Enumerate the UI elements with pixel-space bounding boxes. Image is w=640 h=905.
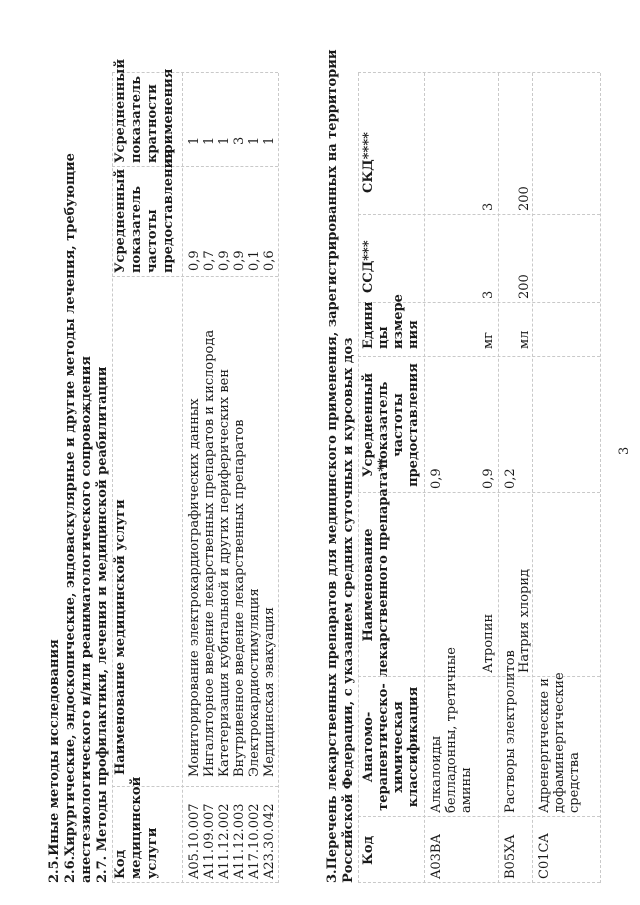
- service-row-5-freq: 0,1: [247, 250, 262, 271]
- drug-1-name: Атропин: [481, 613, 496, 673]
- drugs-header-atc-2: терапевтическо-: [376, 683, 391, 811]
- services-header-code-2: медицинской: [129, 776, 144, 879]
- drugs-table-left-rule: [358, 882, 600, 883]
- drug-group-3-atc-2: дофаминергические: [552, 672, 567, 813]
- services-table-header-rule: [182, 73, 183, 883]
- drugs-header-unit-1: Едини: [361, 301, 376, 349]
- drugs-col-rule-6: [358, 214, 600, 215]
- service-row-4-code: A11.12.003: [232, 803, 247, 879]
- drug-2-ssd: 200: [517, 274, 532, 299]
- drugs-table-header-rule: [424, 73, 425, 883]
- services-header-freq-2: показатель: [129, 185, 144, 273]
- drug-group-2-atc-1: Растворы электролитов: [503, 650, 518, 813]
- service-row-1-freq: 0,9: [187, 250, 202, 271]
- drugs-table-row-rule-2: [532, 73, 533, 883]
- service-row-3-name: Катетеризация кубитальной и других периферических вен: [217, 368, 232, 777]
- drug-group-1-atc-3: амины: [459, 767, 474, 813]
- service-row-4-freq: 0,9: [232, 250, 247, 271]
- drug-2-name: Натрия хлорид: [517, 568, 532, 673]
- drugs-header-freq-2: показатель: [376, 381, 391, 469]
- drug-group-1-code: A03BA: [429, 834, 444, 879]
- services-header-mult-2: показатель: [129, 75, 144, 163]
- drugs-header-skd: СКД****: [361, 132, 376, 193]
- heading-2-6-line2: анестезиологического и/или реаниматологического сопровождения: [79, 356, 94, 883]
- drug-group-3-code: C01CA: [537, 833, 552, 879]
- service-row-2-mult: 1: [202, 136, 217, 145]
- drugs-header-atc-4: классификация: [406, 686, 421, 808]
- service-row-1-code: A05.10.007: [187, 803, 202, 879]
- heading-2-5: 2.5.Иные методы исследования: [47, 639, 62, 883]
- drug-group-2-code: B05XA: [503, 834, 518, 879]
- services-header-mult-1: Усредненный: [113, 59, 128, 163]
- service-row-4-mult: 3: [232, 136, 247, 145]
- drugs-header-atc-3: химическая: [391, 701, 406, 793]
- services-header-code-3: услуги: [145, 827, 160, 879]
- drug-1-freq: 0,9: [481, 468, 496, 489]
- services-header-freq-1: Усредненный: [113, 169, 128, 273]
- services-table-right-rule: [112, 72, 278, 73]
- drugs-header-freq-1: Усредненный: [361, 373, 376, 477]
- drugs-header-unit-3: измере: [391, 294, 406, 349]
- service-row-5-name: Электрокардиостимуляция: [247, 588, 262, 777]
- services-table-left-rule: [112, 882, 278, 883]
- drugs-header-unit-4: ния: [406, 320, 421, 349]
- drug-group-2-freq: 0,2: [503, 468, 518, 489]
- drug-group-1-atc-1: Алкалоиды: [429, 735, 444, 813]
- service-row-2-freq: 0,7: [202, 250, 217, 271]
- service-row-1-name: Мониторирование электрокардиографических данных: [187, 398, 202, 777]
- drug-1-skd: 3: [481, 202, 496, 211]
- drug-2-unit: мл: [517, 330, 532, 349]
- services-col-rule-2: [112, 276, 278, 277]
- service-row-6-mult: 1: [262, 136, 277, 145]
- drugs-header-unit-2: цы: [376, 326, 391, 349]
- drug-1-ssd: 3: [481, 290, 496, 299]
- services-header-name: Наименование медицинской услуги: [113, 499, 128, 775]
- service-row-3-code: A11.12.002: [217, 803, 232, 879]
- heading-2-6-line1: 2.6.Хирургические, эндоскопические, эндоваскулярные и другие методы лечения, требующие: [63, 153, 78, 883]
- drugs-header-drug-1: Наименование: [361, 528, 376, 642]
- drugs-header-freq-3: частоты: [391, 393, 406, 457]
- page-number: 3: [617, 446, 632, 455]
- services-col-rule-3: [112, 166, 278, 167]
- section-3-heading-line1: 3.Перечень лекарственных препаратов для медицинского применения, зарегистрированных на территории: [325, 49, 340, 883]
- drugs-table-row-rule-1: [498, 73, 499, 883]
- drugs-header-freq-4: предоставления: [406, 363, 421, 487]
- drugs-header-ssd: ССД***: [361, 240, 376, 293]
- drugs-table-top-rule: [358, 73, 359, 883]
- service-row-2-name: Ингаляторное введение лекарственных препаратов и кислорода: [202, 329, 217, 777]
- services-table-bottom-rule: [278, 73, 279, 883]
- heading-2-7: 2.7. Методы профилактики, лечения и медицинской реабилитации: [95, 366, 110, 883]
- section-3-heading-line2: Российской Федерации, с указанием средних суточных и курсовых доз: [341, 337, 356, 883]
- service-row-6-freq: 0,6: [262, 250, 277, 271]
- service-row-3-mult: 1: [217, 136, 232, 145]
- service-row-6-name: Медицинская эвакуация: [262, 607, 277, 777]
- services-header-freq-3: частоты: [145, 209, 160, 273]
- service-row-5-mult: 1: [247, 136, 262, 145]
- drug-group-1-atc-2: белладонны, третичные: [444, 647, 459, 813]
- service-row-6-code: A23.30.042: [262, 803, 277, 879]
- drugs-header-code: Код: [361, 835, 376, 865]
- drug-1-unit: мг: [481, 332, 496, 349]
- services-header-mult-4: применения: [161, 68, 176, 163]
- drugs-table-right-rule: [358, 72, 600, 73]
- service-row-5-code: A17.10.002: [247, 803, 262, 879]
- services-header-code-1: Код: [113, 849, 128, 879]
- service-row-3-freq: 0,9: [217, 250, 232, 271]
- drugs-header-atc-1: Анатомо-: [361, 711, 376, 783]
- services-header-freq-4: предоставления: [161, 149, 176, 273]
- drug-group-3-atc-3: средства: [567, 752, 582, 813]
- service-row-4-name: Внутривенное введение лекарственных препаратов: [232, 419, 247, 777]
- services-header-mult-3: кратности: [145, 84, 160, 163]
- service-row-1-mult: 1: [187, 136, 202, 145]
- drug-group-1-freq: 0,9: [429, 468, 444, 489]
- drugs-table-bottom-rule: [600, 73, 601, 883]
- drug-group-3-atc-1: Адренергические и: [537, 678, 552, 813]
- drugs-header-drug-2: лекарственного препарата**: [376, 458, 391, 677]
- service-row-2-code: A11.09.007: [202, 803, 217, 879]
- drug-2-skd: 200: [517, 186, 532, 211]
